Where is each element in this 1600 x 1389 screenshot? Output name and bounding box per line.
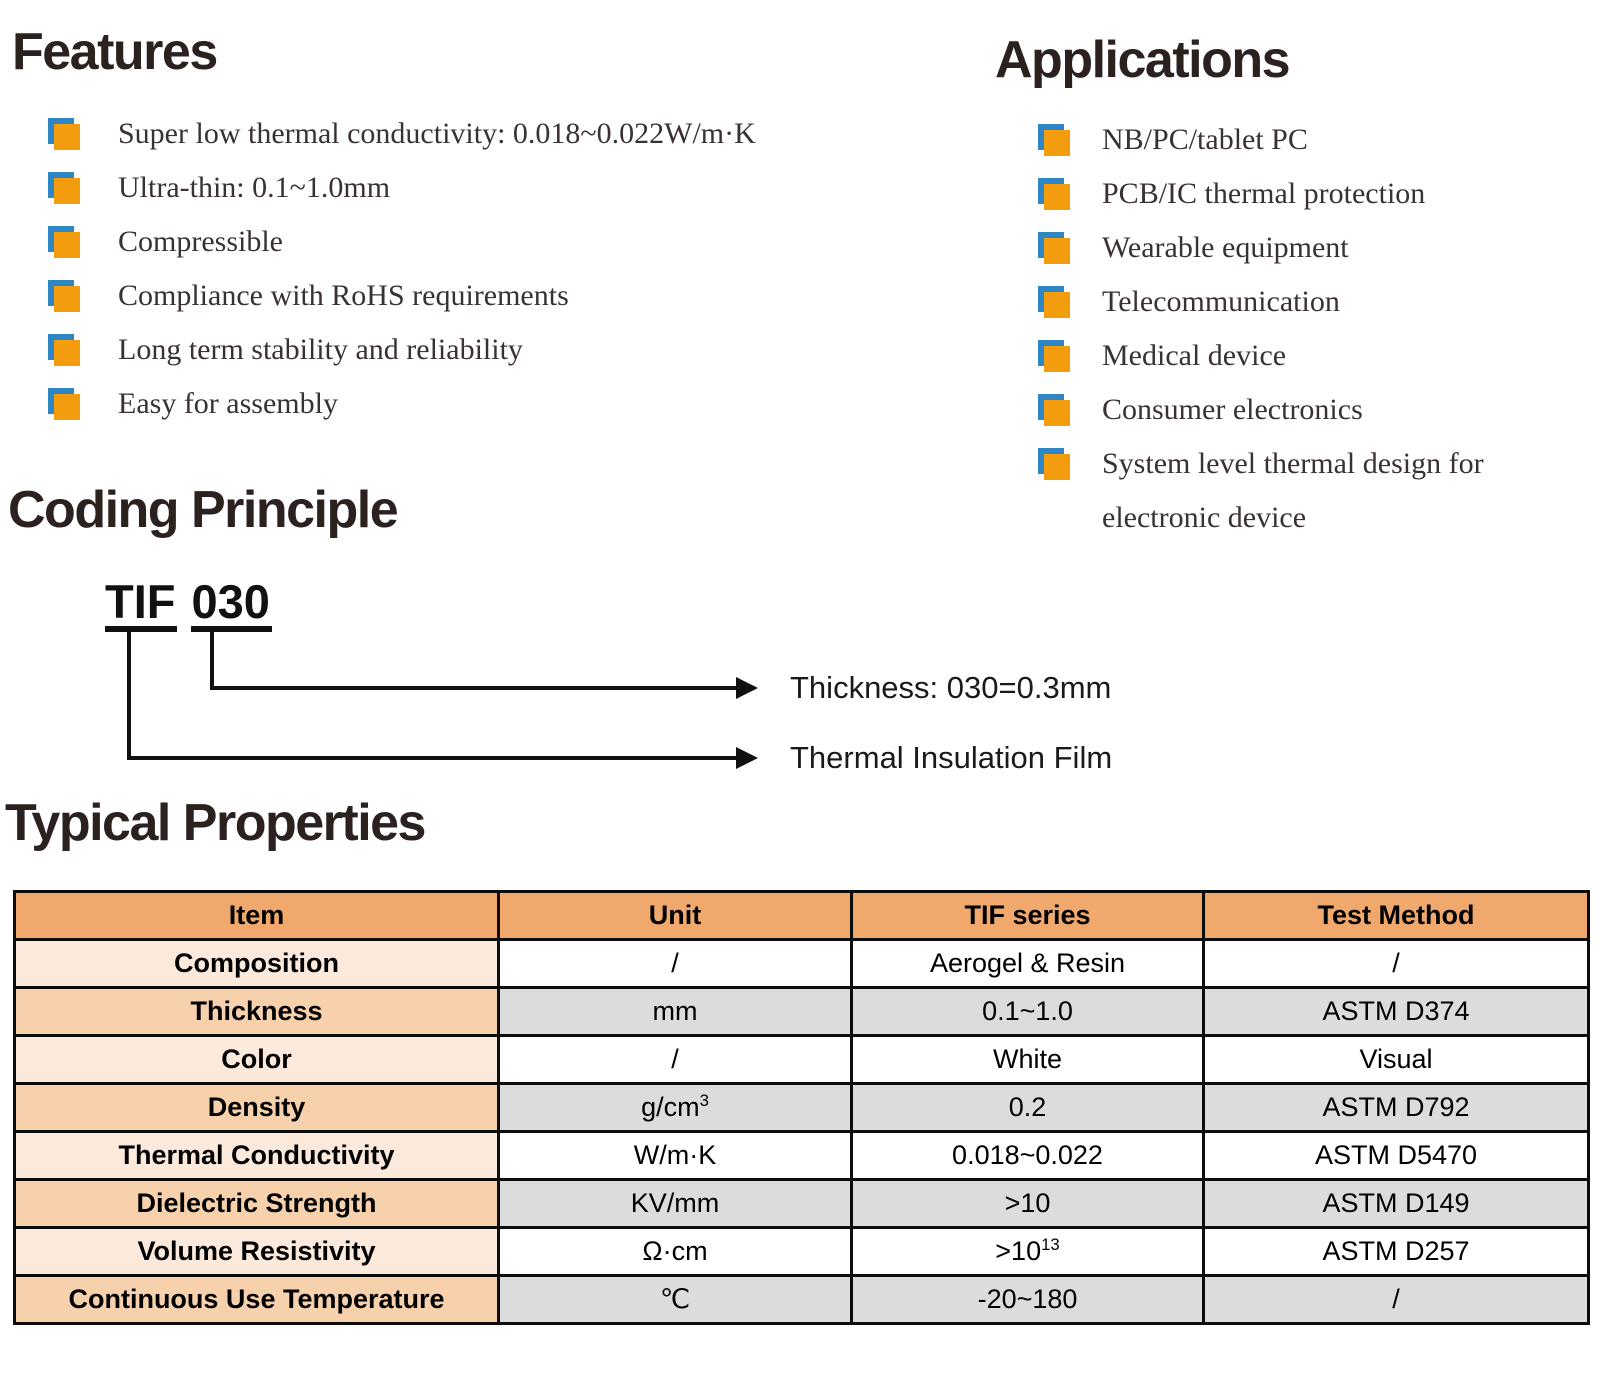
cell-item: Thermal Conductivity bbox=[15, 1132, 499, 1180]
cell-tif-series: 0.1~1.0 bbox=[852, 988, 1204, 1036]
connector-horizontal-thickness bbox=[210, 686, 737, 690]
cell-test-method: ASTM D149 bbox=[1204, 1180, 1589, 1228]
cell-unit: $g/cm^3$ bbox=[499, 1084, 852, 1132]
list-item-label: Easy for assembly bbox=[118, 387, 338, 421]
list-item bbox=[48, 377, 756, 431]
square-bullet-icon bbox=[1038, 232, 1071, 265]
list-item-label: Super low thermal conductivity: 0.018~0.022W/m·K bbox=[118, 117, 756, 151]
column-header-item: Item bbox=[15, 892, 499, 940]
list-item bbox=[1038, 329, 1484, 383]
cell-item: Color bbox=[15, 1036, 499, 1084]
cell-item: Continuous Use Temperature bbox=[15, 1276, 499, 1324]
cell-unit: Ω·cm bbox=[499, 1228, 852, 1276]
cell-tif-series: White bbox=[852, 1036, 1204, 1084]
square-bullet-icon bbox=[1038, 340, 1071, 373]
square-bullet-icon bbox=[48, 280, 81, 313]
cell-tif-series: $>10^{13}$ bbox=[852, 1228, 1204, 1276]
table-row bbox=[15, 1276, 1589, 1324]
list-item-label: Medical device bbox=[1102, 339, 1287, 373]
square-bullet-icon bbox=[48, 388, 81, 421]
cell-unit: KV/mm bbox=[499, 1180, 852, 1228]
list-item-label: Compliance with RoHS requirements bbox=[118, 279, 569, 313]
list-item-label: NB/PC/tablet PC bbox=[1102, 123, 1308, 157]
cell-test-method: ASTM D792 bbox=[1204, 1084, 1589, 1132]
list-item bbox=[1038, 437, 1484, 545]
list-item-label: Compressible bbox=[118, 225, 283, 259]
square-bullet-icon bbox=[48, 226, 81, 259]
list-item-label: PCB/IC thermal protection bbox=[1102, 177, 1426, 211]
square-bullet-icon bbox=[1038, 178, 1071, 211]
applications-title: Applications bbox=[995, 31, 1290, 89]
typical-properties-title: Typical Properties bbox=[5, 794, 425, 852]
cell-unit: / bbox=[499, 1036, 852, 1084]
coding-principle-title: Coding Principle bbox=[8, 481, 398, 539]
list-item bbox=[1038, 383, 1484, 437]
connector-vertical-prefix bbox=[127, 629, 131, 760]
list-item-label: Telecommunication bbox=[1102, 285, 1340, 319]
cell-tif-series: 0.2 bbox=[852, 1084, 1204, 1132]
arrow-right-icon bbox=[736, 677, 758, 699]
column-header-tif-series: TIF series bbox=[852, 892, 1204, 940]
cell-tif-series: Aerogel & Resin bbox=[852, 940, 1204, 988]
cell-item: Dielectric Strength bbox=[15, 1180, 499, 1228]
square-bullet-icon bbox=[1038, 286, 1071, 319]
cell-tif-series: 0.018~0.022 bbox=[852, 1132, 1204, 1180]
column-header-unit: Unit bbox=[499, 892, 852, 940]
list-item-label: System level thermal design for electronic device bbox=[1102, 447, 1484, 535]
list-item bbox=[48, 269, 756, 323]
features-title: Features bbox=[12, 23, 217, 81]
list-item bbox=[1038, 113, 1484, 167]
arrow-right-icon bbox=[736, 747, 758, 769]
cell-unit: W/m·K bbox=[499, 1132, 852, 1180]
square-bullet-icon bbox=[48, 334, 81, 367]
properties-table bbox=[13, 890, 1590, 1325]
table-row bbox=[15, 1036, 1589, 1084]
square-bullet-icon bbox=[1038, 448, 1071, 481]
list-item bbox=[48, 161, 756, 215]
cell-unit: ℃ bbox=[499, 1276, 852, 1324]
properties-table-body bbox=[15, 940, 1589, 1324]
applications-section bbox=[995, 32, 1484, 545]
square-bullet-icon bbox=[48, 118, 81, 151]
features-section bbox=[12, 24, 756, 431]
thickness-code-label: Thickness: 030=0.3mm bbox=[790, 670, 1112, 705]
list-item bbox=[1038, 167, 1484, 221]
film-name-label: Thermal Insulation Film bbox=[790, 740, 1113, 775]
features-list bbox=[12, 107, 756, 431]
cell-test-method: / bbox=[1204, 940, 1589, 988]
list-item bbox=[1038, 275, 1484, 329]
list-item-label: Long term stability and reliability bbox=[118, 333, 523, 367]
cell-item: Thickness bbox=[15, 988, 499, 1036]
code-thickness: 030 bbox=[191, 578, 271, 632]
square-bullet-icon bbox=[1038, 124, 1071, 157]
list-item-label: Consumer electronics bbox=[1102, 393, 1363, 427]
table-row bbox=[15, 940, 1589, 988]
list-item bbox=[48, 107, 756, 161]
cell-unit: mm bbox=[499, 988, 852, 1036]
cell-test-method: ASTM D374 bbox=[1204, 988, 1589, 1036]
table-row bbox=[15, 1132, 1589, 1180]
table-header-row bbox=[15, 892, 1589, 940]
cell-item: Composition bbox=[15, 940, 499, 988]
cell-test-method: Visual bbox=[1204, 1036, 1589, 1084]
table-row bbox=[15, 1180, 1589, 1228]
list-item bbox=[48, 323, 756, 377]
cell-item: Density bbox=[15, 1084, 499, 1132]
square-bullet-icon bbox=[48, 172, 81, 205]
applications-list bbox=[995, 113, 1484, 545]
product-code bbox=[105, 575, 272, 632]
list-item bbox=[48, 215, 756, 269]
cell-tif-series: -20~180 bbox=[852, 1276, 1204, 1324]
table-row bbox=[15, 1084, 1589, 1132]
cell-test-method: ASTM D257 bbox=[1204, 1228, 1589, 1276]
code-prefix: TIF bbox=[105, 578, 177, 632]
connector-vertical-thickness bbox=[210, 629, 214, 690]
list-item-label: Wearable equipment bbox=[1102, 231, 1349, 265]
table-row bbox=[15, 1228, 1589, 1276]
cell-item: Volume Resistivity bbox=[15, 1228, 499, 1276]
list-item bbox=[1038, 221, 1484, 275]
cell-test-method: ASTM D5470 bbox=[1204, 1132, 1589, 1180]
column-header-test-method: Test Method bbox=[1204, 892, 1589, 940]
cell-test-method: / bbox=[1204, 1276, 1589, 1324]
cell-tif-series: >10 bbox=[852, 1180, 1204, 1228]
table-row bbox=[15, 988, 1589, 1036]
list-item-label: Ultra-thin: 0.1~1.0mm bbox=[118, 171, 391, 205]
cell-unit: / bbox=[499, 940, 852, 988]
connector-horizontal-prefix bbox=[127, 756, 737, 760]
square-bullet-icon bbox=[1038, 394, 1071, 427]
